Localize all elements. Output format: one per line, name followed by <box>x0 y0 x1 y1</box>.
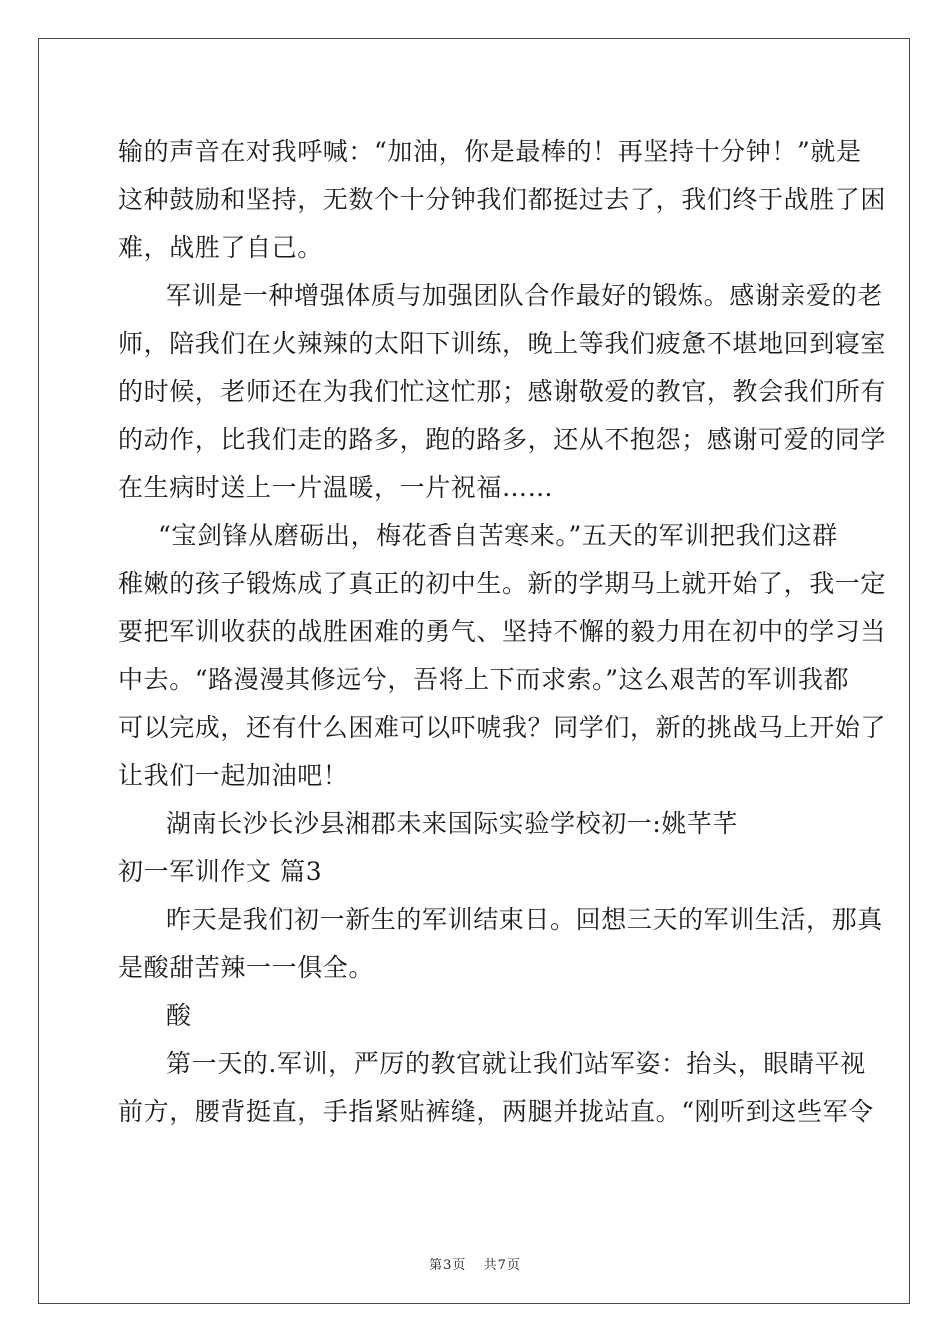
text-line: 可以完成，还有什么困难可以吓唬我？同学们，新的挑战马上开始了 <box>118 713 887 742</box>
subheading: 酸 <box>166 1001 192 1030</box>
page-number: 第3页 <box>429 1258 467 1273</box>
author-line: 湖南长沙长沙县湘郡未来国际实验学校初一:姚芊芊 <box>166 809 739 838</box>
text-line: 让我们一起加油吧！ <box>118 761 349 790</box>
text-line: 前方，腰背挺直，手指紧贴裤缝，两腿并拢站直。“刚听到这些军令 <box>118 1097 874 1126</box>
section-heading: 初一军训作文 篇3 <box>118 857 323 886</box>
text-line: 输的声音在对我呼喊：“加油，你是最棒的！再坚持十分钟！”就是 <box>118 137 862 166</box>
text-line: 的时候，老师还在为我们忙这忙那；感谢敬爱的教官，教会我们所有 <box>118 377 887 406</box>
text-line: 难，战胜了自己。 <box>118 233 323 262</box>
text-line: 是酸甜苦辣一一俱全。 <box>118 953 375 982</box>
document-body <box>118 128 887 1136</box>
text-line: 稚嫩的孩子锻炼成了真正的初中生。新的学期马上就开始了，我一定 <box>118 569 887 598</box>
total-pages: 共7页 <box>483 1258 521 1273</box>
page-footer <box>0 1254 950 1273</box>
text-line: 师，陪我们在火辣辣的太阳下训练，晚上等我们疲惫不堪地回到寝室 <box>118 329 887 358</box>
text-line: 在生病时送上一片温暖，一片祝福…… <box>118 473 554 502</box>
paragraph-start: “宝剑锋从磨砺出，梅花香自苦寒来。”五天的军训把我们这群 <box>158 521 838 550</box>
text-line: 的动作，比我们走的路多，跑的路多，还从不抱怨；感谢可爱的同学 <box>118 425 887 454</box>
text-line: 要把军训收获的战胜困难的勇气、坚持不懈的毅力用在初中的学习当 <box>118 617 887 646</box>
paragraph-start: 昨天是我们初一新生的军训结束日。回想三天的军训生活，那真 <box>166 905 883 934</box>
paragraph-start: 军训是一种增强体质与加强团队合作最好的锻炼。感谢亲爱的老 <box>166 281 883 310</box>
paragraph-start: 第一天的.军训，严厉的教官就让我们站军姿：抬头，眼睛平视 <box>166 1049 866 1078</box>
text-line: 中去。“路漫漫其修远兮，吾将上下而求索。”这么艰苦的军训我都 <box>118 665 850 694</box>
text-line: 这种鼓励和坚持，无数个十分钟我们都挺过去了，我们终于战胜了困 <box>118 185 887 214</box>
